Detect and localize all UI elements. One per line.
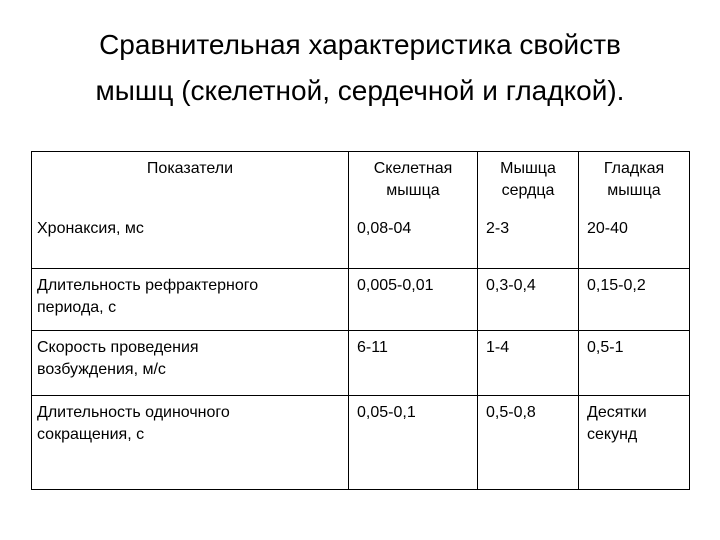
header-cardiac-line-2: сердца [501, 182, 555, 199]
row-smooth-line-1: 0,5-1 [587, 339, 624, 356]
row-param-line-1: Хронаксия, мс [37, 220, 144, 237]
row-param-line-1: Скорость проведения [37, 339, 199, 356]
table-header-row [32, 152, 690, 213]
row-skeletal-value: 0,08-04 [349, 212, 478, 269]
header-skeletal-line-2: мышца [386, 182, 440, 199]
row-smooth-value [579, 331, 690, 396]
row-smooth-value [579, 212, 690, 269]
slide-title [0, 22, 720, 114]
row-param-line-2: сокращения, с [37, 426, 145, 443]
header-skeletal-line-1: Скелетная [373, 160, 453, 177]
header-smooth [579, 152, 690, 213]
table-row [32, 269, 690, 331]
slide-title-line-2: мышц (скелетной, сердечной и гладкой). [95, 75, 625, 106]
row-smooth-line-1: Десятки [587, 404, 647, 421]
row-smooth-value [579, 269, 690, 331]
row-param-line-1: Длительность одиночного [37, 404, 230, 421]
row-param-line-2: периода, с [37, 299, 117, 316]
comparison-table [31, 151, 690, 490]
row-param [32, 331, 349, 396]
header-param-label: Показатели [146, 160, 234, 177]
row-skeletal-value: 0,005-0,01 [349, 269, 478, 331]
header-cardiac-line-1: Мышца [500, 160, 556, 177]
row-skeletal-value: 0,05-0,1 [349, 396, 478, 490]
row-param-line-1: Длительность рефрактерного [37, 277, 259, 294]
table-row [32, 331, 690, 396]
header-smooth-line-1: Гладкая [603, 160, 665, 177]
row-param [32, 269, 349, 331]
row-smooth-value [579, 396, 690, 490]
row-smooth-line-1: 0,15-0,2 [587, 277, 646, 294]
header-param [32, 152, 349, 213]
row-cardiac-value: 0,5-0,8 [478, 396, 579, 490]
table-row [32, 396, 690, 490]
row-cardiac-value: 1-4 [478, 331, 579, 396]
row-param [32, 212, 349, 269]
header-smooth-line-2: мышца [607, 182, 661, 199]
header-skeletal [349, 152, 478, 213]
row-smooth-line-2: секунд [587, 426, 638, 443]
row-cardiac-value: 0,3-0,4 [478, 269, 579, 331]
row-skeletal-value: 6-11 [349, 331, 478, 396]
row-cardiac-value: 2-3 [478, 212, 579, 269]
slide-title-line-1: Сравнительная характеристика свойств [99, 29, 621, 60]
row-param-line-2: возбуждения, м/с [37, 361, 166, 378]
row-smooth-line-1: 20-40 [587, 220, 628, 237]
header-cardiac [478, 152, 579, 213]
table-row [32, 212, 690, 269]
row-param [32, 396, 349, 490]
